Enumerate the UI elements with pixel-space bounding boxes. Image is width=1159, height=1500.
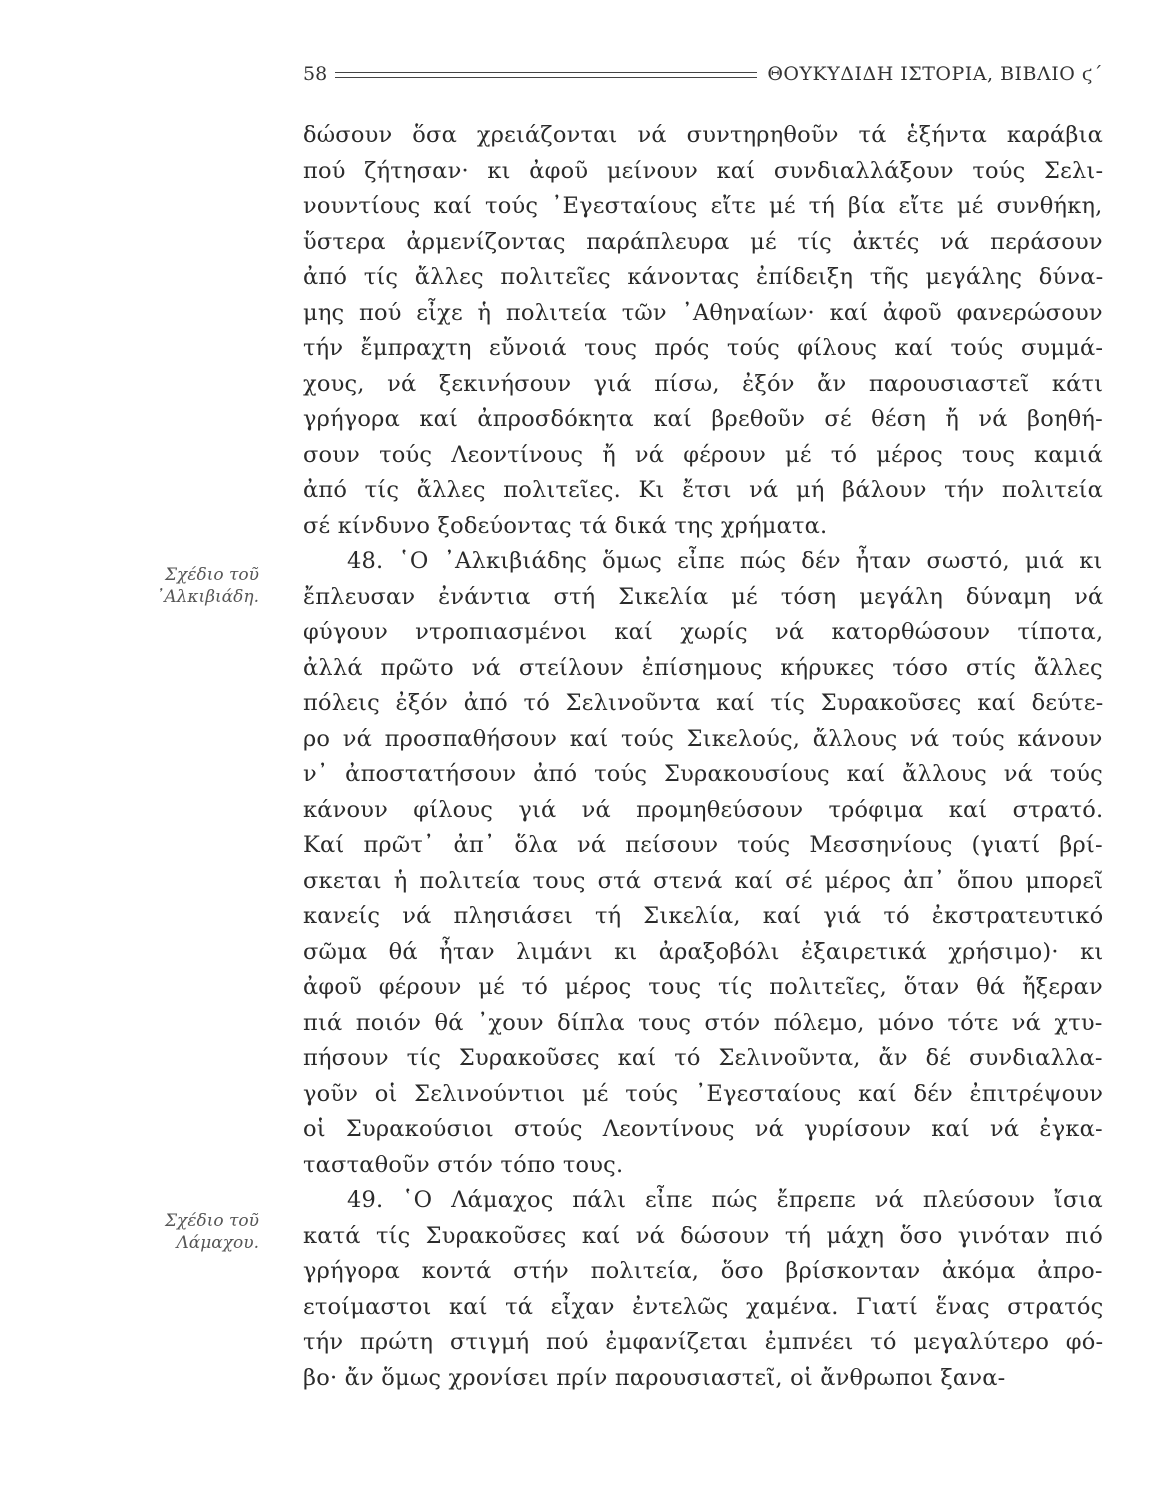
text-line: ἀπό τίς ἄλλες πολιτεῖες κάνοντας ἐπίδειξη τῆς μεγάλης δύνα- bbox=[303, 264, 1104, 290]
text-line: ἀπό τίς ἄλλες πολιτεῖες. Κι ἔτσι νά μή βάλουν τήν πολιτεία bbox=[303, 477, 1104, 503]
text-line: 48. ῾Ο ᾿Αλκιβιάδης ὅμως εἶπε πώς δέν ἦταν σωστό, μιά κι bbox=[347, 548, 1103, 574]
text-line: ετοίμαστοι καί τά εἶχαν ἐντελῶς χαμένα. Γιατί ἕνας στρατός bbox=[303, 1293, 1104, 1320]
text-line: φύγουν ντροπιασμένοι καί χωρίς νά κατορθώσουν τίποτα, bbox=[303, 619, 1104, 645]
text-line: τασταθοῦν στόν τόπο τους. bbox=[303, 1151, 624, 1178]
text-line: πού ζήτησαν· κι ἀφοῦ μείνουν καί συνδιαλλάξουν τούς Σελι- bbox=[303, 157, 1104, 184]
text-line: δώσουν ὅσα χρειάζονται νά συντηρηθοῦν τά ἑξήντα καράβια bbox=[303, 122, 1104, 148]
running-title: ΘΟΥΚΥΔΙΔΗ ΙΣΤΟΡΙΑ, ΒΙΒΛΙΟ ϛ΄ bbox=[767, 63, 1103, 85]
text-line: κατά τίς Συρακοῦσες καί νά δώσουν τή μάχη ὅσο γινόταν πιό bbox=[303, 1222, 1103, 1249]
body-text bbox=[303, 118, 1103, 1396]
text-line: ρο νά προσπαθήσουν καί τούς Σικελούς, ἄλλους νά τούς κάνουν bbox=[303, 725, 1103, 752]
text-line: σουν τούς Λεοντίνους ἤ νά φέρουν μέ τό μέρος τους καμιά bbox=[303, 441, 1103, 468]
text-line: χους, νά ξεκινήσουν γιά πίσω, ἐξόν ἄν παρουσιαστεῖ κάτι bbox=[303, 370, 1104, 397]
header-rule bbox=[335, 72, 757, 78]
text-line: οἱ Συρακούσιοι στούς Λεοντίνους νά γυρίσουν καί νά ἐγκα- bbox=[303, 1116, 1103, 1142]
text-line: Καί πρῶτ᾿ ἀπ᾿ ὅλα νά πείσουν τούς Μεσσηνίους (γιατί βρί- bbox=[303, 832, 1103, 858]
text-line: ἔπλευσαν ἐνάντια στή Σικελία μέ τόση μεγάλη δύναμη νά bbox=[303, 583, 1104, 610]
text-line: βο· ἄν ὅμως χρονίσει πρίν παρουσιαστεῖ, οἱ ἄνθρωποι ξανα- bbox=[303, 1364, 1006, 1391]
margin-note-line: ᾿Αλκιβιάδη. bbox=[155, 587, 259, 607]
text-line: γρήγορα κοντά στήν πολιτεία, ὅσο βρίσκονταν ἀκόμα ἀπρο- bbox=[303, 1258, 1103, 1284]
page-header bbox=[303, 60, 1103, 88]
margin-note-alcibiades bbox=[99, 564, 259, 608]
text-line: γρήγορα καί ἀπροσδόκητα καί βρεθοῦν σέ θέση ἤ νά βοηθή- bbox=[303, 406, 1103, 432]
paragraph-49 bbox=[303, 1183, 1103, 1396]
text-line: κανείς νά πλησιάσει τή Σικελία, καί γιά τό ἐκστρατευτικό bbox=[303, 903, 1104, 929]
margin-note-line: Σχέδιο τοῦ bbox=[165, 1211, 259, 1231]
text-line: νουντίους καί τούς ᾿Εγεσταίους εἴτε μέ τή βία εἴτε μέ συνθήκη, bbox=[303, 193, 1103, 219]
text-line: ν᾿ ἀποστατήσουν ἀπό τούς Συρακουσίους καί ἄλλους νά τούς bbox=[303, 761, 1103, 787]
text-line: ἀλλά πρῶτο νά στείλουν ἐπίσημους κήρυκες τόσο στίς ἄλλες bbox=[303, 654, 1103, 681]
paragraph-48 bbox=[303, 544, 1103, 1183]
text-line: πιά ποιόν θά ᾿χουν δίπλα τους στόν πόλεμο, μόνο τότε νά χτυ- bbox=[303, 1009, 1103, 1036]
text-line: ἀφοῦ φέρουν μέ τό μέρος τους τίς πολιτεῖες, ὅταν θά ἤξεραν bbox=[303, 974, 1103, 1000]
page-number: 58 bbox=[303, 63, 328, 85]
text-line: πόλεις ἐξόν ἀπό τό Σελινοῦντα καί τίς Συρακοῦσες καί δεύτε- bbox=[303, 690, 1104, 716]
text-line: 49. ῾Ο Λάμαχος πάλι εἶπε πώς ἔπρεπε νά πλεύσουν ἴσια bbox=[347, 1187, 1103, 1213]
text-line: ὕστερα ἀρμενίζοντας παράπλευρα μέ τίς ἀκτές νά περάσουν bbox=[303, 228, 1103, 255]
text-line: γοῦν οἱ Σελινούντιοι μέ τούς ᾿Εγεσταίους καί δέν ἐπιτρέψουν bbox=[303, 1080, 1104, 1107]
text-line: σέ κίνδυνο ξοδεύοντας τά δικά της χρήματα. bbox=[303, 512, 828, 539]
paragraph-continuation bbox=[303, 118, 1103, 544]
margin-note-line: Λάμαχου. bbox=[176, 1233, 259, 1253]
margin-note-line: Σχέδιο τοῦ bbox=[165, 565, 259, 585]
text-line: πήσουν τίς Συρακοῦσες καί τό Σελινοῦντα, ἄν δέ συνδιαλλα- bbox=[303, 1045, 1103, 1071]
text-line: τήν πρώτη στιγμή πού ἐμφανίζεται ἐμπνέει τό μεγαλύτερο φό- bbox=[303, 1329, 1104, 1355]
text-line: κάνουν φίλους γιά νά προμηθεύσουν τρόφιμα καί στρατό. bbox=[303, 796, 1104, 823]
text-line: σκεται ἡ πολιτεία τους στά στενά καί σέ μέρος ἀπ᾿ ὅπου μπορεῖ bbox=[303, 867, 1104, 894]
margin-note-lamachus bbox=[99, 1210, 259, 1254]
text-line: μης πού εἶχε ἡ πολιτεία τῶν ᾿Αθηναίων· καί ἀφοῦ φανερώσουν bbox=[303, 299, 1103, 326]
text-line: τήν ἔμπραχτη εὔνοιά τους πρός τούς φίλους καί τούς συμμά- bbox=[303, 335, 1104, 361]
text-line: σῶμα θά ἦταν λιμάνι κι ἀραξοβόλι ἐξαιρετικά χρήσιμο)· κι bbox=[303, 938, 1104, 965]
